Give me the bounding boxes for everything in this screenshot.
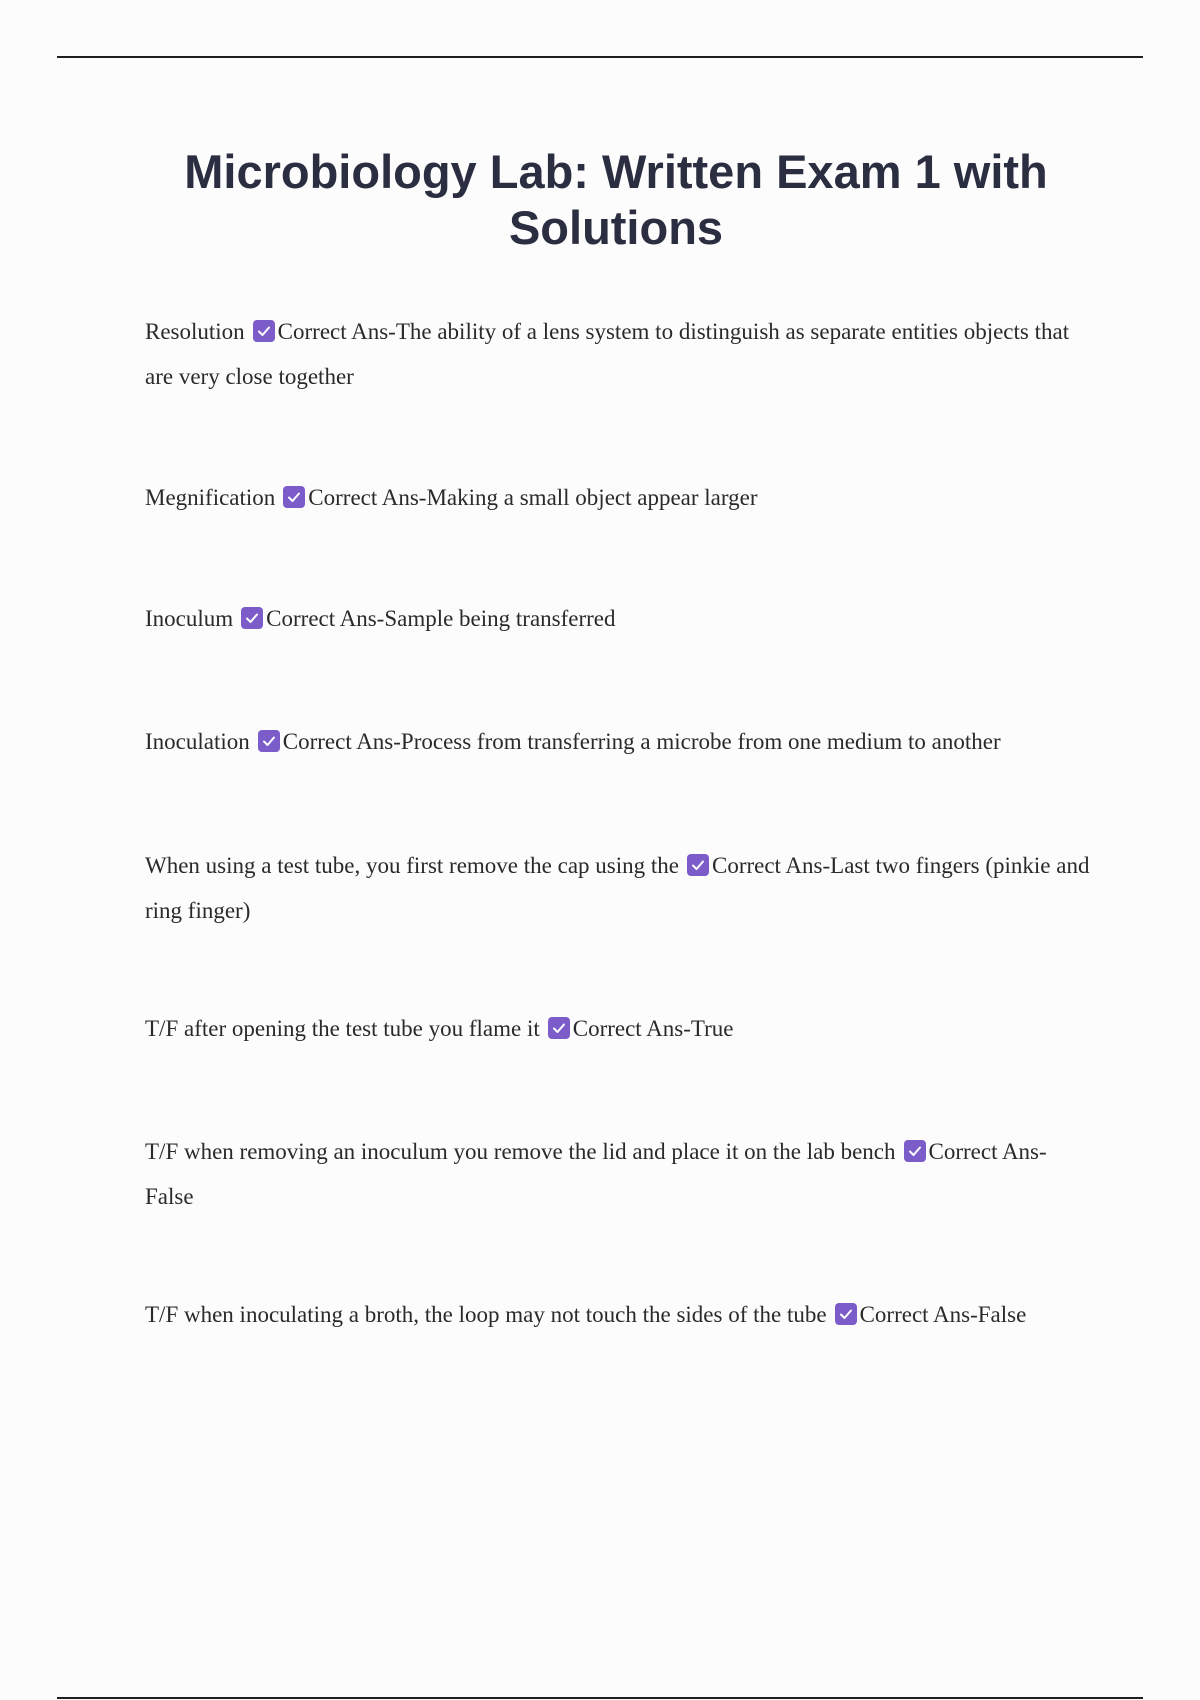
answer-text: Correct Ans-Process from transferring a microbe from one medium to another [282, 729, 1001, 754]
checkmark-icon [241, 607, 263, 629]
answer-text: Correct Ans-False [859, 1302, 1027, 1327]
answer-text: Correct Ans-Last two fingers (pinkie and ring finger) [145, 853, 1090, 923]
qa-item [145, 1006, 1090, 1051]
qa-item [145, 719, 1090, 764]
question-text: T/F after opening the test tube you flame it [145, 1016, 540, 1041]
qa-item [145, 309, 1090, 399]
qa-item [145, 1129, 1090, 1219]
answer-text: Correct Ans-The ability of a lens system to distinguish as separate entities objects that are very close together [145, 319, 1070, 389]
page-title: Microbiology Lab: Written Exam 1 with Solutions [184, 145, 1048, 254]
question-text: T/F when removing an inoculum you remove the lid and place it on the lab bench [145, 1139, 896, 1164]
checkmark-icon [687, 854, 709, 876]
question-text: Inoculum [145, 606, 234, 631]
question-text: T/F when inoculating a broth, the loop may not touch the sides of the tube [145, 1302, 827, 1327]
checkmark-icon [253, 320, 275, 342]
checkmark-icon [835, 1303, 857, 1325]
qa-item [145, 1292, 1090, 1337]
answer-text: Correct Ans-True [572, 1016, 734, 1041]
question-text: Inoculation [145, 729, 250, 754]
answer-text: Correct Ans-Making a small object appear larger [308, 485, 758, 510]
question-text: Megnification [145, 485, 276, 510]
answer-text: Correct Ans-False [145, 1139, 1047, 1209]
top-divider [57, 56, 1143, 58]
question-text: When using a test tube, you first remove the cap using the [145, 853, 679, 878]
bottom-divider [57, 1697, 1143, 1699]
qa-item [145, 596, 1090, 641]
checkmark-icon [283, 486, 305, 508]
checkmark-icon [904, 1140, 926, 1162]
answer-text: Correct Ans-Sample being transferred [266, 606, 616, 631]
question-text: Resolution [145, 319, 245, 344]
qa-item [145, 843, 1090, 933]
checkmark-icon [258, 730, 280, 752]
checkmark-icon [548, 1017, 570, 1039]
qa-item [145, 475, 1090, 520]
